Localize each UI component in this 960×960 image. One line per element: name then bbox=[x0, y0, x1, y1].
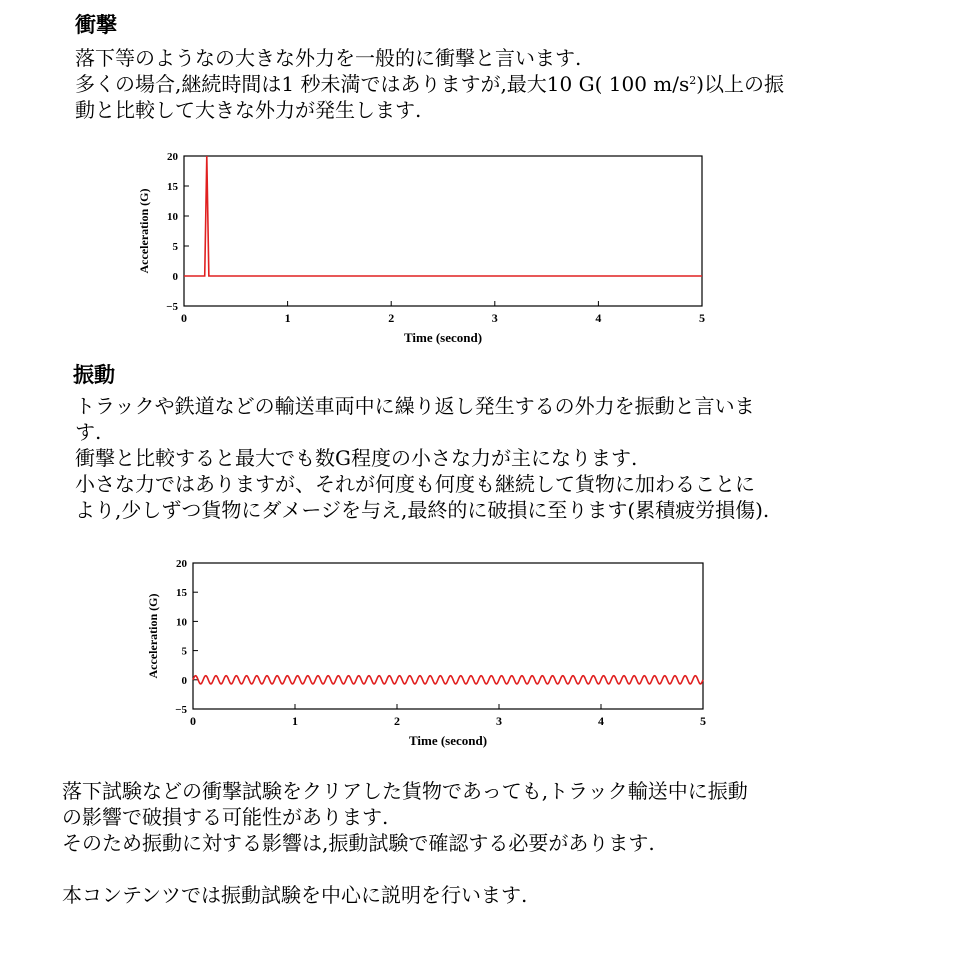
shock-chart bbox=[130, 150, 720, 360]
closing-paragraph bbox=[62, 778, 748, 908]
x-tick-label: 0 bbox=[190, 714, 196, 728]
vibration-paragraph bbox=[75, 393, 769, 523]
x-tick-label: 1 bbox=[292, 714, 298, 728]
superscript-2: 2 bbox=[689, 74, 697, 87]
x-axis-label: Time (second) bbox=[403, 330, 483, 345]
shock-line-2-text: 多くの場合,継続時間は1 秒未満ではありますが,最大10 G( 100 m/s bbox=[75, 72, 690, 96]
closing-line-1: 落下試験などの衝撃試験をクリアした貨物であっても,トラック輸送中に振動 bbox=[62, 779, 748, 803]
y-tick-label: −5 bbox=[166, 301, 178, 313]
closing-line-3: そのため振動に対する影響は,振動試験で確認する必要があります. bbox=[62, 831, 655, 855]
vibration-line-4: 小さな力ではありますが、それが何度も何度も継続して貨物に加わることに bbox=[75, 472, 755, 496]
y-axis-label: Acceleration (G) bbox=[137, 188, 151, 274]
y-tick-label: 0 bbox=[172, 271, 178, 283]
y-tick-label: 15 bbox=[176, 587, 187, 600]
y-axis-label: Acceleration (G) bbox=[146, 593, 160, 679]
shock-paragraph bbox=[75, 45, 784, 123]
shock-line-3: 動と比較して大きな外力が発生します. bbox=[75, 98, 422, 122]
x-axis-label: Time (second) bbox=[408, 733, 488, 748]
shock-line-1: 落下等のようなの大きな外力を一般的に衝撃と言います. bbox=[75, 46, 582, 70]
y-tick-label: 0 bbox=[181, 674, 187, 687]
vibration-line-5: より,少しずつ貨物にダメージを与え,最終的に破損に至ります(累積疲労損傷). bbox=[75, 498, 770, 522]
vibration-line-2: す. bbox=[75, 420, 102, 444]
x-tick-label: 2 bbox=[388, 311, 395, 325]
vibration-heading: 振動 bbox=[73, 362, 115, 387]
shock-line-2 bbox=[75, 71, 784, 97]
closing-line-5: 本コンテンツでは振動試験を中心に説明を行います. bbox=[62, 883, 528, 907]
y-tick-label: 15 bbox=[167, 181, 178, 193]
plot-frame bbox=[184, 156, 702, 306]
shock-heading: 衝撃 bbox=[75, 12, 117, 37]
vibration-chart bbox=[140, 555, 720, 765]
vibration-line-3: 衝撃と比較すると最大でも数G程度の小さな力が主になります. bbox=[75, 446, 638, 470]
y-tick-label: 10 bbox=[176, 616, 187, 629]
x-tick-label: 4 bbox=[598, 714, 604, 728]
x-tick-label: 5 bbox=[700, 714, 706, 728]
x-tick-label: 0 bbox=[181, 311, 187, 325]
series-line bbox=[184, 156, 702, 276]
x-tick-label: 4 bbox=[595, 311, 602, 325]
y-tick-label: −5 bbox=[175, 704, 187, 716]
closing-line-4 bbox=[62, 856, 748, 882]
y-tick-label: 10 bbox=[167, 211, 178, 223]
vibration-line-1: トラックや鉄道などの輸送車両中に繰り返し発生するの外力を振動と言いま bbox=[75, 394, 755, 418]
closing-line-2: の影響で破損する可能性があります. bbox=[62, 805, 389, 829]
y-tick-label: 20 bbox=[176, 558, 187, 570]
plot-frame bbox=[193, 563, 703, 709]
x-tick-label: 3 bbox=[496, 714, 502, 728]
y-tick-label: 20 bbox=[167, 151, 178, 163]
y-tick-label: 5 bbox=[172, 241, 178, 253]
x-tick-label: 1 bbox=[284, 311, 291, 325]
shock-line-2-tail: )以上の振 bbox=[696, 72, 785, 96]
x-tick-label: 2 bbox=[394, 714, 400, 728]
series-line bbox=[193, 676, 703, 684]
x-tick-label: 5 bbox=[699, 311, 705, 325]
x-tick-label: 3 bbox=[491, 311, 498, 325]
y-tick-label: 5 bbox=[181, 645, 187, 658]
